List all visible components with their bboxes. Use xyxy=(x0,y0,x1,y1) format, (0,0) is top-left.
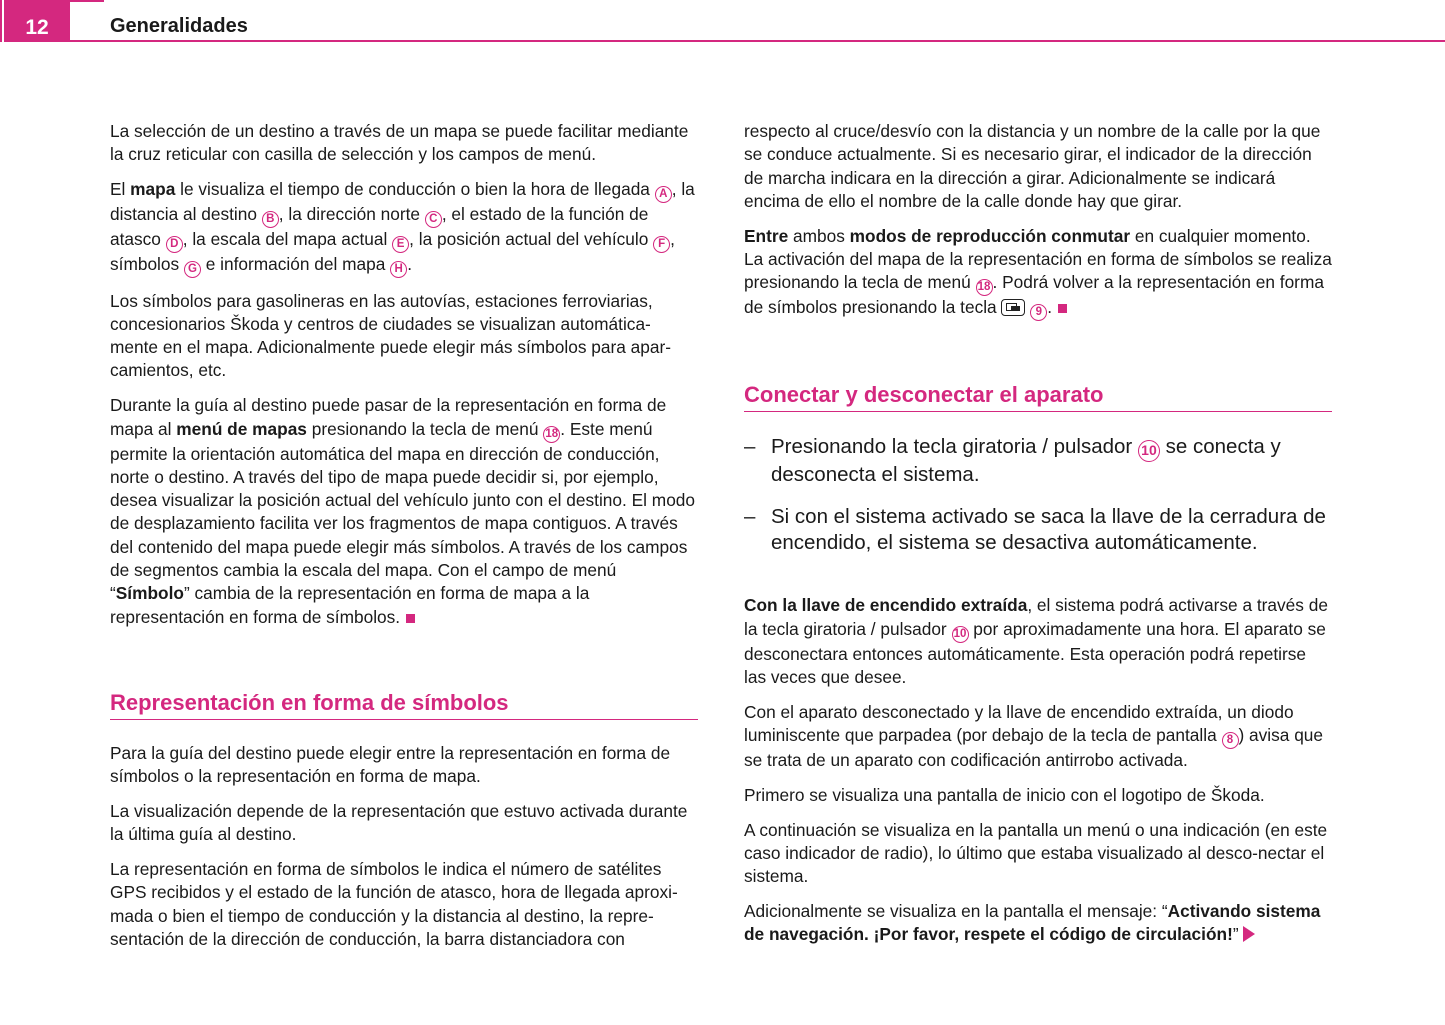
text: le visualiza el tiempo de conducción o bien la hora de llegada xyxy=(175,179,655,200)
paragraph xyxy=(110,120,698,167)
text: Adicionalmente se visualiza en la pantalla el mensaje: “ xyxy=(744,900,1168,921)
paragraph xyxy=(110,178,698,278)
text: e información del mapa xyxy=(200,254,391,275)
callout-marker: G xyxy=(184,261,201,278)
callout-marker: 18 xyxy=(976,279,993,296)
text: Los símbolos para gasolineras en las autovías, estaciones ferroviarias, concesionarios Škoda y centros de ciudades se visualizan automática-mente en el mapa. Adicionalmente puede elegir más símbolos para apar-camientos, etc. xyxy=(110,290,671,381)
text: Primero se visualiza una pantalla de inicio con el logotipo de Škoda. xyxy=(744,784,1265,805)
callout-marker: 10 xyxy=(1138,440,1160,462)
text: , la posición actual del vehículo xyxy=(409,229,654,250)
text: Si con el sistema activado se saca la llave de la cerradura de encendido, el sistema se desactiva automáticamente. xyxy=(771,505,1326,555)
bold-text: Símbolo xyxy=(115,583,184,604)
text: . Este menú permite la orientación automática del mapa en dirección de conducción, norte o destino. A través del tipo de mapa puede decidir si, por ejemplo, desea visualizar la posición actual del vehículo junto con el destino. El modo de desplazamiento facilita ver los fragmentos de mapa contiguos. A través del contenido del mapa puede elegir más símbolos. A través de los campos de segmentos cambia la escala del mapa. Con el campo de menú “ xyxy=(110,418,696,604)
bold-text: Entre xyxy=(744,225,789,246)
text: , la escala del mapa actual xyxy=(182,229,393,250)
callout-marker: D xyxy=(166,236,183,253)
callout-marker: C xyxy=(425,211,442,228)
bold-text: modos de reproducción conmutar xyxy=(849,225,1131,246)
bold-text: mapa xyxy=(130,179,176,200)
paragraph xyxy=(110,858,698,951)
callout-marker: H xyxy=(390,261,407,278)
right-column xyxy=(744,120,1332,958)
header-rule-top xyxy=(70,0,104,2)
text: , el estado de la función de atasco xyxy=(110,204,649,250)
text: Para la guía del destino puede elegir entre la representación en forma de símbolos o la representación en forma de mapa. xyxy=(110,742,671,787)
paragraph xyxy=(744,120,1332,213)
text: Con el aparato desconectado y la llave de encendido extraída, un diodo luminiscente que parpadea (por debajo de la tecla de pantalla xyxy=(744,701,1294,745)
section-title: Generalidades xyxy=(110,15,248,37)
header-rule xyxy=(4,40,1445,42)
end-square-icon xyxy=(406,614,415,623)
display-key-icon xyxy=(1001,299,1025,316)
text: ” cambia de la representación en forma de mapa a la representación en forma de símbolos. xyxy=(110,583,590,627)
text: A continuación se visualiza en la pantalla un menú o una indicación (en este caso indicador de radio), lo último que estaba visualizado al desco-nectar el sistema. xyxy=(744,819,1328,887)
list-item xyxy=(744,434,1332,488)
text: ambos xyxy=(788,225,850,246)
list-item xyxy=(744,504,1332,556)
section-heading xyxy=(744,381,1332,412)
text: Representación en forma de símbolos xyxy=(110,689,509,715)
text: por aproximadamente una hora. El aparato se desconectara entonces automáticamente. Esta operación podrá repetirse las veces que desee. xyxy=(744,618,1326,687)
paragraph xyxy=(110,394,698,629)
text: . Podrá volver a la representación en forma de símbolos presionando la tecla xyxy=(744,272,1324,318)
text: , símbolos xyxy=(110,229,675,275)
bold-text: menú de mapas xyxy=(176,418,307,439)
callout-marker: 8 xyxy=(1222,732,1239,749)
text: La visualización depende de la representación que estuvo activada durante la última guía al destino. xyxy=(110,801,688,845)
text: presionando la tecla de menú xyxy=(306,418,544,439)
text: La representación en forma de símbolos le indica el número de satélites GPS recibidos y el estado de la función de atasco, hora de llegada aproxi-mada o bien el tiempo de conducción y la distancia al destino, la repre-sentación de la dirección de conducción, la barra distanciadora con xyxy=(110,859,678,950)
callout-marker: 18 xyxy=(543,426,560,443)
section-heading xyxy=(110,689,698,720)
text: El xyxy=(110,179,131,200)
list-dash: – xyxy=(744,505,756,529)
text: en cualquier momento. La activación del mapa de la representación en forma de símbolos se realiza presionando la tecla de menú xyxy=(744,225,1332,293)
paragraph xyxy=(744,784,1332,807)
paragraph xyxy=(744,701,1332,773)
text: , la dirección norte xyxy=(278,204,425,225)
page-number: 12 xyxy=(4,0,70,42)
paragraph xyxy=(744,594,1332,689)
callout-marker: 10 xyxy=(952,626,969,643)
callout-marker: B xyxy=(262,211,279,228)
text: se conecta y desconecta el sistema. xyxy=(771,435,1281,487)
text: ) avisa que se trata de un aparato con codificación antirrobo activada. xyxy=(744,724,1324,770)
paragraph xyxy=(744,900,1332,947)
list-dash: – xyxy=(744,435,756,459)
paragraph xyxy=(744,225,1332,322)
text: , la distancia al destino xyxy=(110,179,695,225)
text: . xyxy=(1047,297,1053,318)
text: . xyxy=(407,254,412,275)
paragraph xyxy=(110,742,698,789)
bold-text: Con la llave de encendido extraída xyxy=(744,595,1028,616)
paragraph xyxy=(110,290,698,383)
paragraph xyxy=(110,800,698,847)
text: respecto al cruce/desvío con la distancia y un nombre de la calle por la que se conduce actualmente. Si es necesario girar, el indicador de la dirección de marcha indicara en la dirección a girar. Adicionalmente se indicará encima de ello el nombre de la calle donde hay que girar. xyxy=(744,121,1321,211)
text: Presionando la tecla giratoria / pulsador xyxy=(771,435,1138,459)
text: ” xyxy=(1232,924,1239,945)
text: , el sistema podrá activarse a través de la tecla giratoria / pulsador xyxy=(744,595,1328,639)
bold-text: Activando sistema de navegación. ¡Por favor, respete el código de circulación! xyxy=(744,900,1321,945)
text: Conectar y desconectar el aparato xyxy=(744,382,1104,408)
left-column xyxy=(110,120,698,963)
callout-marker: 9 xyxy=(1030,304,1047,321)
end-square-icon xyxy=(1058,304,1067,313)
continue-arrow-icon xyxy=(1243,926,1255,942)
callout-marker: A xyxy=(655,186,672,203)
paragraph xyxy=(744,819,1332,889)
text: La selección de un destino a través de un mapa se puede facilitar mediante la cruz reticular con casilla de selección y los campos de menú. xyxy=(110,121,689,165)
callout-marker: E xyxy=(392,236,409,253)
callout-marker: F xyxy=(653,236,670,253)
text: Durante la guía al destino puede pasar de la representación en forma de mapa al xyxy=(110,395,667,439)
